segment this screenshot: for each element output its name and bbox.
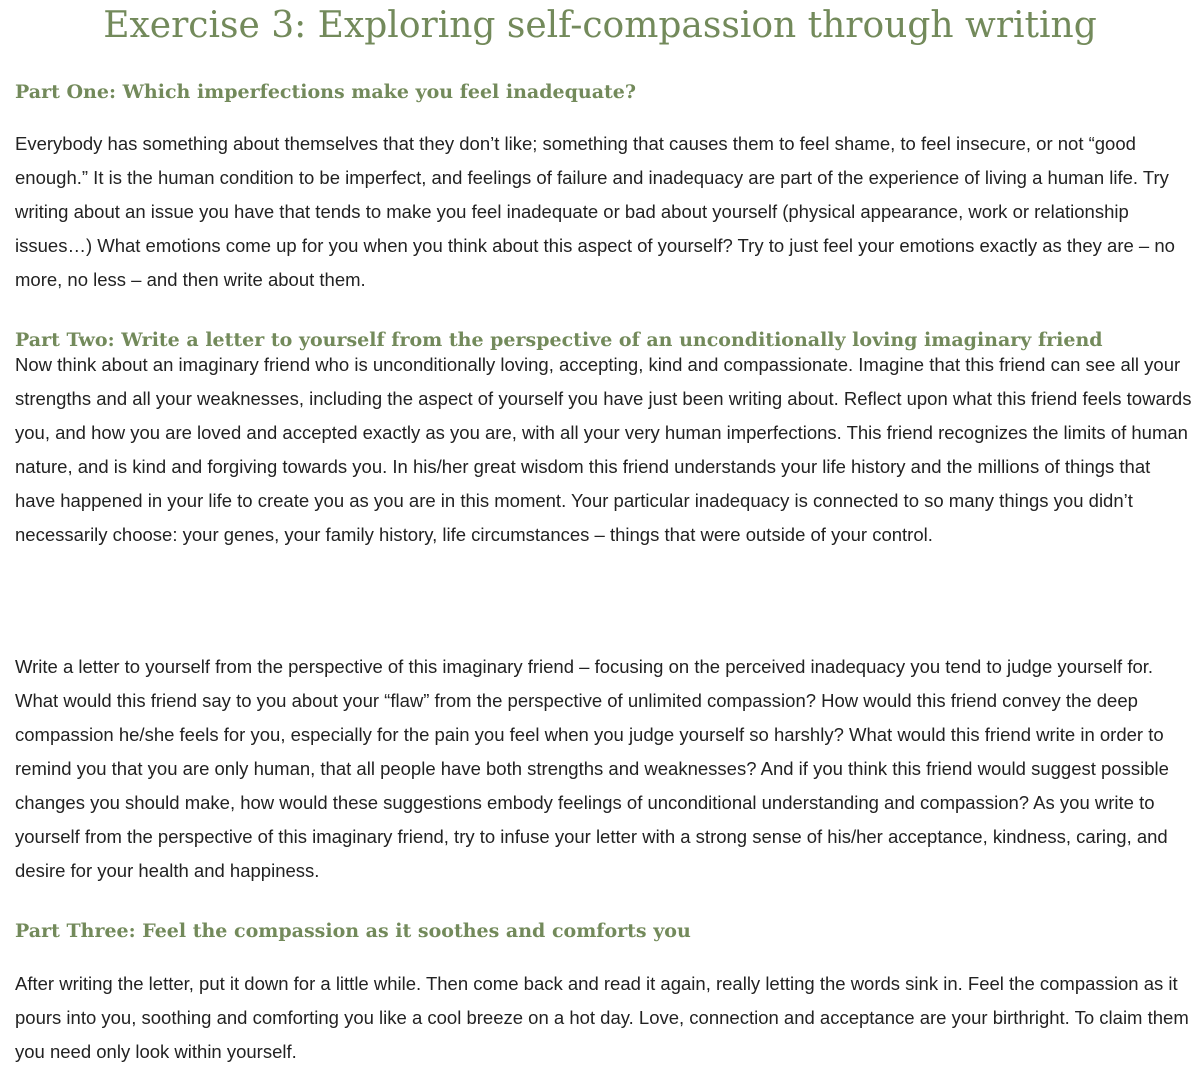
part-one-heading: Part One: Which imperfections make you feel inadequate? xyxy=(15,81,636,103)
part-one-paragraph: Everybody has something about themselves that they don’t like; something that causes them to feel shame, to feel insecure, or not “good enough.” It is the human condition to be imperfect, and feelings of failure and inadequacy are part of the experience of living a human life. Try writing about an issue you have that tends to make you feel inadequate or bad about yourself (physical appearance, work or relationship issues…) What emotions come up for you when you think about this aspect of yourself? Try to just feel your emotions exactly as they are – no more, no less – and then write about them. xyxy=(15,133,1175,290)
part-two-heading: Part Two: Write a letter to yourself from the perspective of an unconditionally loving imaginary friend xyxy=(15,329,1103,351)
page-title: Exercise 3: Exploring self-compassion through writing xyxy=(103,5,1097,46)
part-two-paragraph-2: Write a letter to yourself from the perspective of this imaginary friend – focusing on the perceived inadequacy you tend to judge yourself for. What would this friend say to you about your “flaw” from the perspective of unlimited compassion? How would this friend convey the deep compassion he/she feels for you, especially for the pain you feel when you judge yourself so harshly? What would this friend write in order to remind you that you are only human, that all people have both strengths and weaknesses? And if you think this friend would suggest possible changes you should make, how would these suggestions embody feelings of unconditional understanding and compassion? As you write to yourself from the perspective of this imaginary friend, try to infuse your letter with a strong sense of his/her acceptance, kindness, caring, and desire for your health and happiness. xyxy=(15,656,1169,881)
part-three-paragraph: After writing the letter, put it down for a little while. Then come back and read it again, really letting the words sink in. Feel the compassion as it pours into you, soothing and comforting you like a cool breeze on a hot day. Love, connection and acceptance are your birthright. To claim them you need only look within yourself. xyxy=(15,973,1189,1062)
part-three-heading: Part Three: Feel the compassion as it soothes and comforts you xyxy=(15,920,691,942)
part-two-paragraph-1: Now think about an imaginary friend who is unconditionally loving, accepting, kind and compassionate. Imagine that this friend can see all your strengths and all your weaknesses, including the aspect of yourself you have just been writing about. Reflect upon what this friend feels towards you, and how you are loved and accepted exactly as you are, with all your very human imperfections. This friend recognizes the limits of human nature, and is kind and forgiving towards you. In his/her great wisdom this friend understands your life history and the millions of things that have happened in your life to create you as you are in this moment. Your particular inadequacy is connected to so many things you didn’t necessarily choose: your genes, your family history, life circumstances – things that were outside of your control. xyxy=(15,354,1192,545)
